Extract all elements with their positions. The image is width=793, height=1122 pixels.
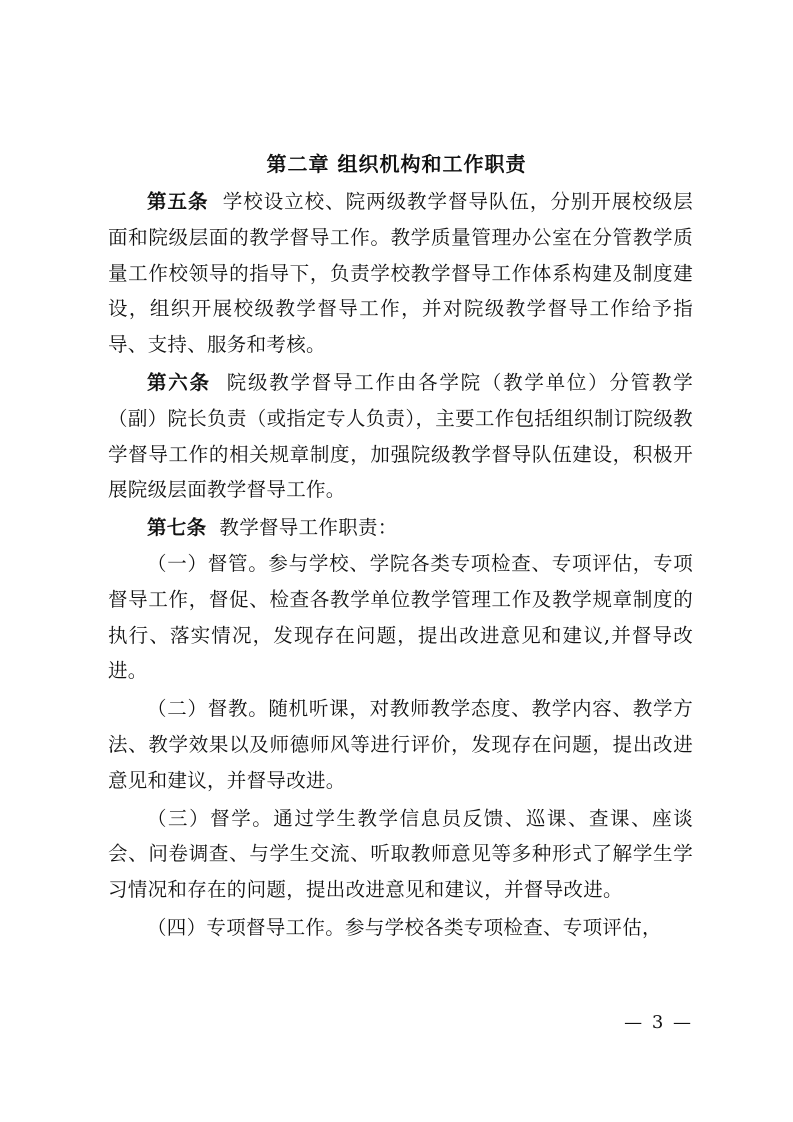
duty-item-4: （四）专项督导工作。参与学校各类专项检查、专项评估， (147, 915, 662, 939)
article-text: 教学督导工作职责： (219, 516, 398, 540)
document-body (108, 184, 693, 946)
chapter-title: 第二章 组织机构和工作职责 (266, 152, 527, 176)
article-5 (108, 184, 693, 363)
article-7 (108, 510, 693, 546)
article-text: 学校设立校、院两级教学督导队伍，分别开展校级层面和院级层面的教学督导工作。教学质量管理办公室在分管教学质量工作校领导的指导下，负责学校教学督导工作体系构建及制度建设，组织开展校级教学督导工作，并对院级教学督导工作给予指导、支持、服务和考核。 (108, 190, 694, 357)
duty-item-3: （三）督学。通过学生教学信息员反馈、巡课、查课、座谈会、问卷调查、与学生交流、听取教师意见等多种形式了解学生学习情况和存在的问题，提出改进意见和建议，并督导改进。 (108, 806, 693, 902)
article-label: 第七条 (147, 516, 207, 540)
article-text: 院级教学督导工作由各学院（教学单位）分管教学（副）院长负责（或指定专人负责），主要工作包括组织制订院级教学督导工作的相关规章制度，加强院级教学督导队伍建设，积极开展院级层面教学督导工作。 (108, 370, 693, 502)
article-label: 第六条 (147, 370, 211, 394)
page-number: — 3 — (624, 1012, 693, 1033)
duty-item-2: （二）督教。随机听课，对教师教学态度、教学内容、教学方法、教学效果以及师德师风等进行评价，发现存在问题，提出改进意见和建议，并督导改进。 (108, 697, 693, 792)
article-6 (108, 365, 693, 508)
article-label: 第五条 (147, 190, 209, 213)
duty-item-1: （一）督管。参与学校、学院各类专项检查、专项评估，专项督导工作，督促、检查各教学单位教学管理工作及教学规章制度的执行、落实情况，发现存在问题，提出改进意见和建议,并督导改进。 (108, 551, 693, 683)
